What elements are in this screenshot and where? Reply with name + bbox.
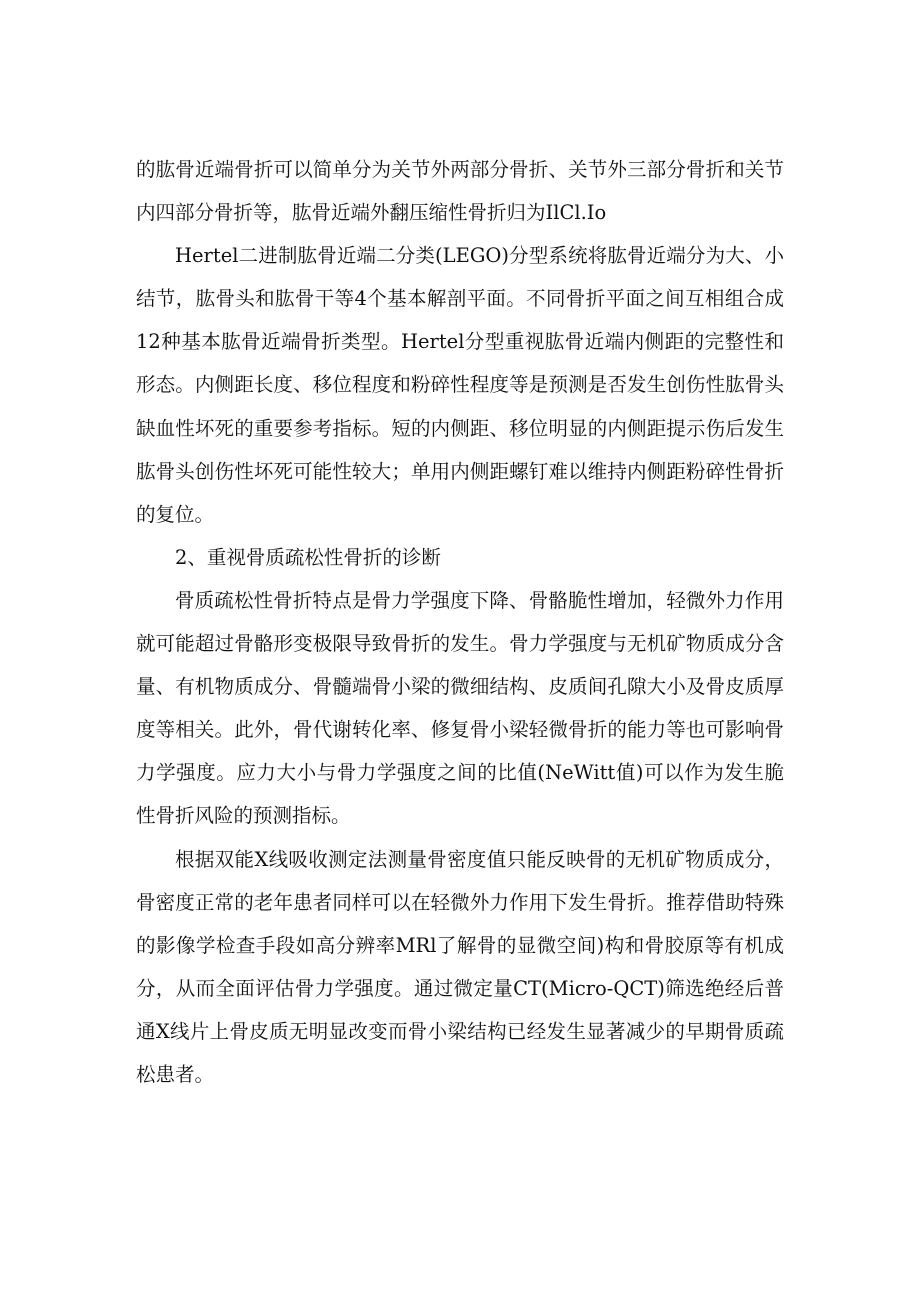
paragraph-continuation: 的肱骨近端骨折可以简单分为关节外两部分骨折、关节外三部分骨折和关节内四部分骨折等，肱骨近端外翻压缩性骨折归为IlCl.Io xyxy=(136,158,784,225)
paragraph-hertel-classification: Hertel二进制肱骨近端二分类(LEGO)分型系统将肱骨近端分为大、小结节，肱骨头和肱骨干等4个基本解剖平面。不同骨折平面之间互相组合成12种基本肱骨近端骨折类型。Hertel分型重视肱骨近端内侧距的完整性和形态。内侧距长度、移位程度和粉碎性程度等是预测是否发生创伤性肱骨头缺血性坏死的重要参考指标。短的内侧距、移位明显的内侧距提示伤后发生肱骨头创伤性坏死可能性较大；单用内侧距螺钉难以维持内侧距粉碎性骨折的复位。 xyxy=(136,244,784,526)
section-heading-osteoporotic-fracture: 2、重视骨质疏松性骨折的诊断 xyxy=(175,545,441,569)
document-body xyxy=(136,148,784,1096)
paragraph-osteoporotic-characteristics: 骨质疏松性骨折特点是骨力学强度下降、骨骼脆性增加，轻微外力作用就可能超过骨骼形变极限导致骨折的发生。骨力学强度与无机矿物质成分含量、有机物质成分、骨髓端骨小梁的微细结构、皮质间孔隙大小及骨皮质厚度等相关。此外，骨代谢转化率、修复骨小梁轻微骨折的能力等也可影响骨力学强度。应力大小与骨力学强度之间的比值(NeWitt值)可以作为发生脆性骨折风险的预测指标。 xyxy=(136,588,784,828)
paragraph-bone-density-assessment: 根据双能X线吸收测定法测量骨密度值只能反映骨的无机矿物质成分，骨密度正常的老年患者同样可以在轻微外力作用下发生骨折。推荐借助特殊的影像学检查手段如高分辨率MRl了解骨的显微空间)构和骨胶原等有机成分，从而全面评估骨力学强度。通过微定量CT(Micro-QCT)筛选绝经后普通X线片上骨皮质无明显改变而骨小梁结构已经发生显著减少的早期骨质疏松患者。 xyxy=(136,847,784,1086)
